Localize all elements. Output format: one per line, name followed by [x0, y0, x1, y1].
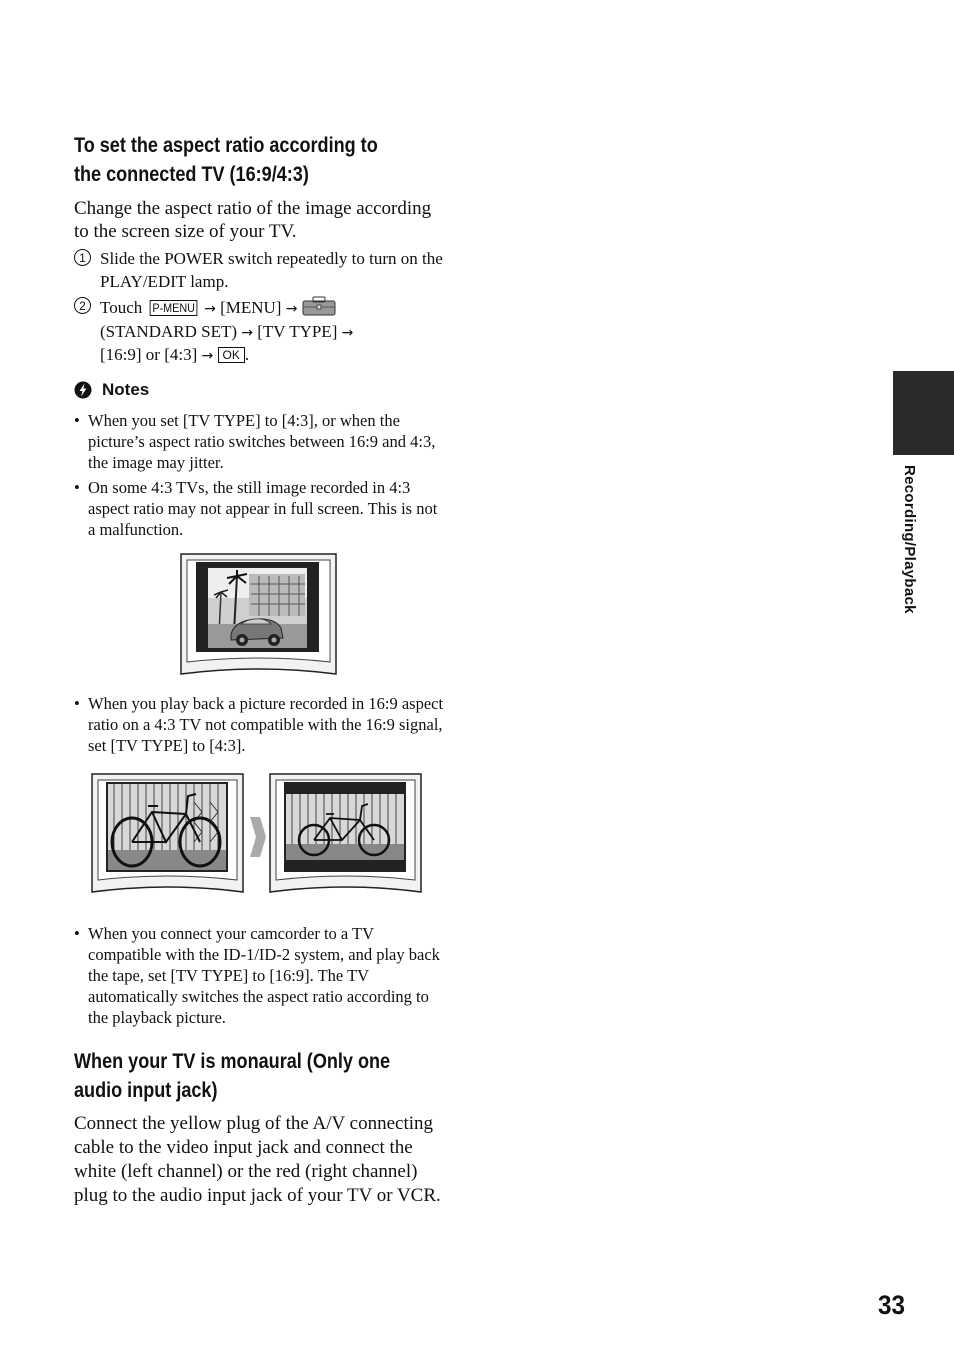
notes-icon [74, 381, 92, 399]
step-number: 1 [74, 249, 91, 266]
note-text: On some 4:3 TVs, the still image recorded in 4:3 aspect ratio may not appear in full screen. This is not a malfunction. [88, 478, 438, 539]
bullet-icon: • [74, 694, 80, 713]
ok-button-icon: OK [218, 347, 245, 363]
standard-set-label: (STANDARD SET) [100, 321, 237, 341]
p-menu-button-icon: P-MENU [149, 300, 197, 316]
heading-line: When your TV is monaural (Only one [74, 1050, 391, 1073]
ratio-label: [16:9] or [4:3] [100, 345, 198, 364]
section-heading-monaural [74, 1047, 452, 1105]
step-text: Touch P-MENU → [MENU] → (STANDARD SET) → [TV TYPE] → [16:9] or [4:3] → OK . [100, 298, 354, 364]
arrow-right-icon [248, 815, 268, 859]
arrow-icon: → [204, 301, 216, 317]
note-text: When you connect your camcorder to a TV compatible with the ID-1/ID-2 system, and play back the tape, set [TV TYPE] to [16:9]. The TV automatically switches the aspect ratio according to the playback picture. [88, 924, 440, 1027]
touch-word: Touch [100, 298, 143, 317]
intro-paragraph: Change the aspect ratio of the image according to the screen size of your TV. [74, 198, 432, 242]
note-text: When you set [TV TYPE] to [4:3], or when the picture’s aspect ratio switches between 16:9 and 4:3, the image may jitter. [88, 411, 436, 472]
heading-line: To set the aspect ratio according to [74, 134, 378, 157]
note-text: When you play back a picture recorded in 16:9 aspect ratio on a 4:3 TV not compatible with the 16:9 signal, set [TV TYPE] to [4:3]. [88, 694, 444, 755]
note-item [74, 477, 444, 540]
monaural-paragraph: Connect the yellow plug of the A/V connecting cable to the video input jack and connect the white (left channel) or the red (right channel) plug to the audio input jack of your TV or VCR. [74, 1113, 441, 1206]
bullet-icon: • [74, 924, 80, 943]
page-number: 33 [878, 1290, 906, 1320]
tv-illustration-letterbox-bicycle [268, 772, 424, 894]
note-item [74, 410, 444, 473]
arrow-icon: → [201, 348, 214, 364]
chapter-label-text: Recording/Playback [901, 465, 918, 614]
tv-illustration-4-3-photo [179, 552, 339, 676]
section-heading-aspect-ratio [74, 131, 452, 189]
step-1 [74, 248, 444, 293]
notes-heading [74, 380, 149, 400]
arrow-icon: → [341, 324, 354, 341]
notes-title: Notes [102, 380, 150, 399]
chapter-tab-label [896, 465, 920, 640]
toolbox-icon [302, 296, 336, 316]
tv-illustration-stretched-bicycle [90, 772, 246, 894]
step-number: 2 [74, 297, 91, 314]
arrow-icon: → [241, 324, 253, 341]
note-item [74, 923, 444, 1028]
note-item [74, 693, 444, 756]
step-2 [74, 296, 444, 368]
chapter-tab [893, 371, 954, 455]
heading-line: audio input jack) [74, 1079, 218, 1102]
heading-line: the connected TV (16:9/4:3) [74, 163, 309, 186]
menu-label: [MENU] [220, 298, 282, 317]
step-text: Slide the POWER switch repeatedly to turn on the PLAY/EDIT lamp. [100, 249, 443, 291]
bullet-icon: • [74, 478, 80, 497]
bullet-icon: • [74, 411, 80, 430]
tv-type-label: [TV TYPE] [257, 321, 338, 341]
arrow-icon: → [285, 301, 298, 317]
